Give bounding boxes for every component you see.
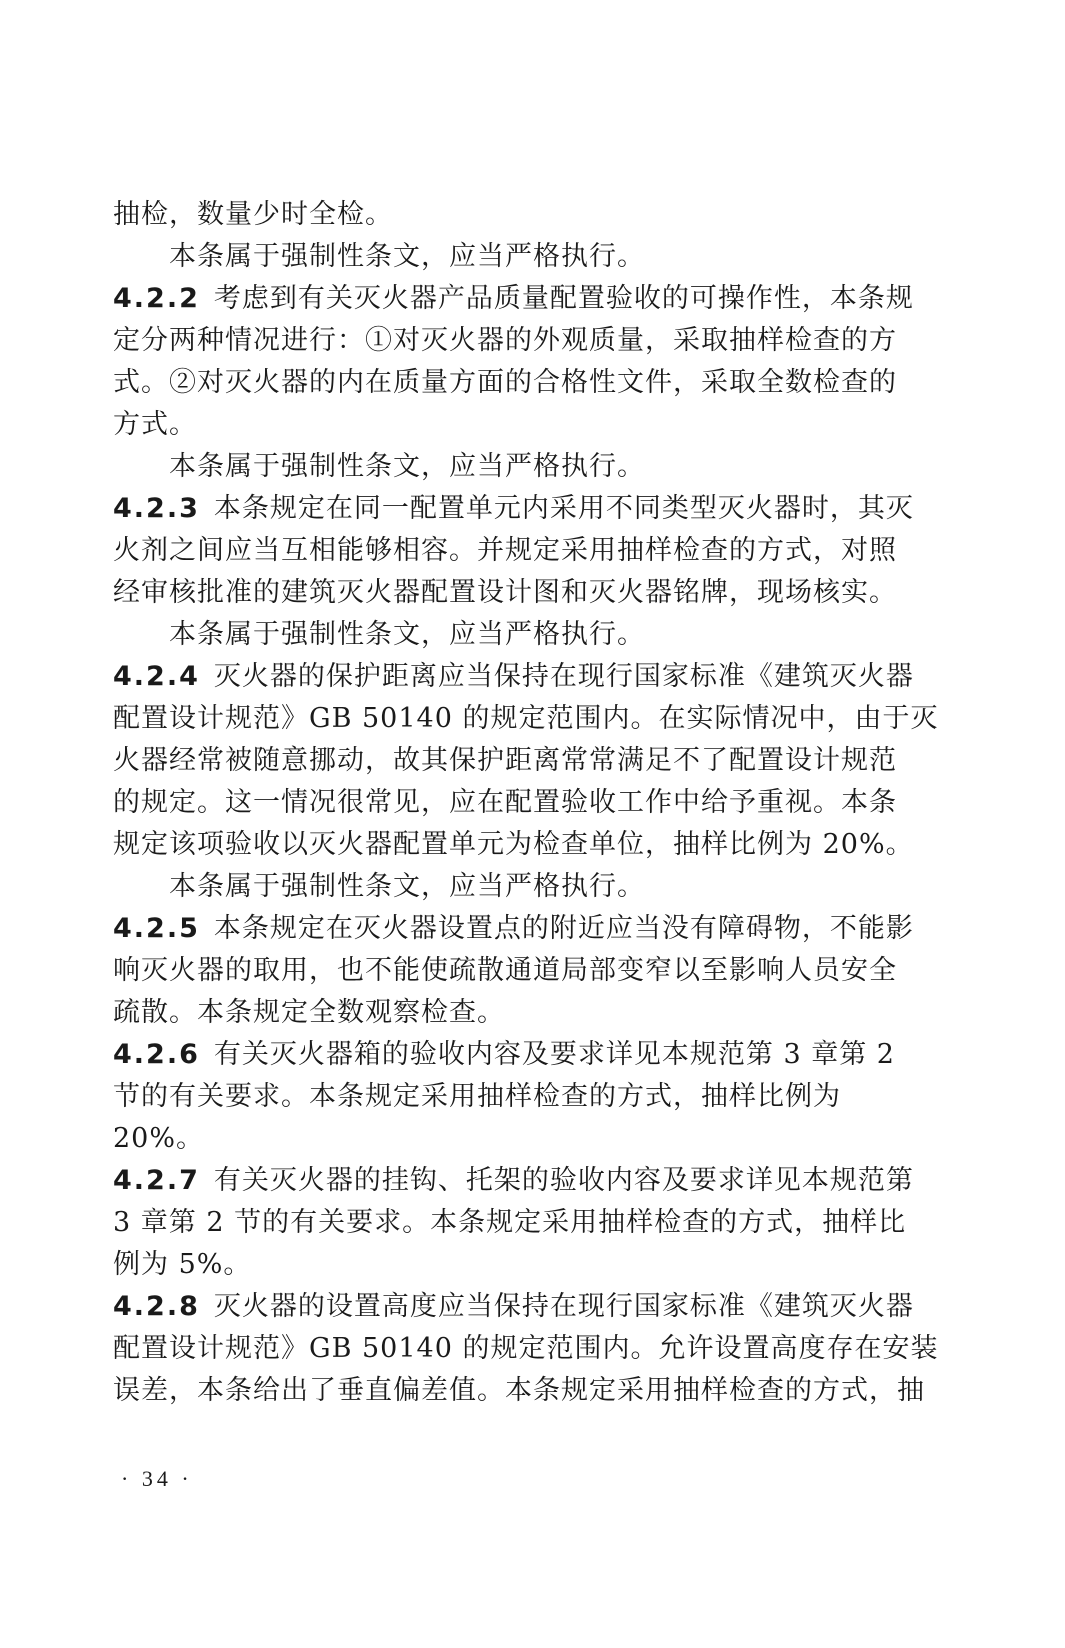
text-line	[113, 1370, 925, 1412]
line-text: 疏散。本条规定全数观察检查。	[113, 997, 505, 1028]
clause-4-2-4	[113, 656, 939, 866]
line-text: 火器经常被随意挪动，故其保护距离常常满足不了配置设计规范	[113, 745, 897, 776]
clause-4-2-6	[113, 1034, 925, 1160]
text-line	[113, 1286, 925, 1328]
line-text: 本条属于强制性条文，应当严格执行。	[169, 451, 645, 482]
line-text: 3 章第 2 节的有关要求。本条规定采用抽样检查的方式，抽样比	[113, 1207, 907, 1238]
line-text: 节的有关要求。本条规定采用抽样检查的方式，抽样比例为	[113, 1081, 841, 1112]
line-text: 有关灭火器箱的验收内容及要求详见本规范第 3 章第 2	[213, 1039, 895, 1070]
text-line	[113, 530, 925, 572]
line-text: 火剂之间应当互相能够相容。并规定采用抽样检查的方式，对照	[113, 535, 897, 566]
line-text: 配置设计规范》GB 50140 的规定范围内。允许设置高度存在安装	[113, 1333, 939, 1364]
paragraph	[113, 236, 925, 278]
text-line	[113, 1160, 925, 1202]
text-line	[113, 782, 925, 824]
text-line	[113, 404, 925, 446]
paragraph	[113, 866, 925, 908]
text-line	[113, 236, 925, 278]
text-line	[113, 278, 925, 320]
line-text: 规定该项验收以灭火器配置单元为检查单位，抽样比例为 20%。	[113, 829, 914, 860]
line-text: 本条规定在灭火器设置点的附近应当没有障碍物，不能影	[213, 913, 914, 944]
paragraph	[113, 446, 925, 488]
clause-4-2-5	[113, 908, 925, 1034]
clause-number: 4.2.4	[113, 661, 200, 692]
text-line	[113, 194, 925, 236]
line-text: 例为 5%。	[113, 1249, 252, 1280]
text-line	[113, 656, 925, 698]
line-text: 方式。	[113, 409, 197, 440]
line-text: 的规定。这一情况很常见，应在配置验收工作中给予重视。本条	[113, 787, 897, 818]
line-text: 本条属于强制性条文，应当严格执行。	[169, 619, 645, 650]
clause-number: 4.2.6	[113, 1039, 200, 1070]
text-line	[113, 698, 939, 740]
line-text: 误差，本条给出了垂直偏差值。本条规定采用抽样检查的方式，抽	[113, 1375, 925, 1406]
text-line	[113, 1202, 925, 1244]
line-text: 定分两种情况进行：①对灭火器的外观质量，采取抽样检查的方	[113, 325, 897, 356]
text-line	[113, 362, 925, 404]
line-text: 20%。	[113, 1123, 205, 1154]
line-text: 本条属于强制性条文，应当严格执行。	[169, 241, 645, 272]
line-text: 考虑到有关灭火器产品质量配置验收的可操作性，本条规	[213, 283, 914, 314]
line-text: 抽检，数量少时全检。	[113, 199, 393, 230]
clause-4-2-8	[113, 1286, 939, 1412]
text-line	[113, 488, 925, 530]
line-text: 本条属于强制性条文，应当严格执行。	[169, 871, 645, 902]
text-line	[113, 446, 925, 488]
text-line	[113, 1034, 925, 1076]
clause-number: 4.2.7	[113, 1165, 200, 1196]
text-line	[113, 1328, 939, 1370]
line-text: 式。②对灭火器的内在质量方面的合格性文件，采取全数检查的	[113, 367, 897, 398]
text-line	[113, 950, 925, 992]
line-text: 灭火器的保护距离应当保持在现行国家标准《建筑灭火器	[213, 661, 914, 692]
text-line	[113, 614, 925, 656]
line-text: 有关灭火器的挂钩、托架的验收内容及要求详见本规范第	[213, 1165, 914, 1196]
clause-number: 4.2.2	[113, 283, 200, 314]
paragraph	[113, 614, 925, 656]
text-line	[113, 1076, 925, 1118]
text-line	[113, 1244, 925, 1286]
line-text: 配置设计规范》GB 50140 的规定范围内。在实际情况中，由于灭	[113, 703, 939, 734]
text-line	[113, 572, 925, 614]
paragraph	[113, 194, 925, 236]
text-line	[113, 740, 925, 782]
text-line	[113, 320, 925, 362]
clause-4-2-2	[113, 278, 925, 446]
line-text: 响灭火器的取用，也不能使疏散通道局部变窄以至影响人员安全	[113, 955, 897, 986]
clause-number: 4.2.5	[113, 913, 200, 944]
body-text	[113, 194, 939, 1412]
line-text: 灭火器的设置高度应当保持在现行国家标准《建筑灭火器	[213, 1291, 914, 1322]
clause-number: 4.2.3	[113, 493, 200, 524]
line-text: 经审核批准的建筑灭火器配置设计图和灭火器铭牌，现场核实。	[113, 577, 897, 608]
clause-4-2-7	[113, 1160, 925, 1286]
text-line	[113, 1118, 925, 1160]
clause-4-2-3	[113, 488, 925, 614]
clause-number: 4.2.8	[113, 1291, 200, 1322]
line-text: 本条规定在同一配置单元内采用不同类型灭火器时，其灭	[213, 493, 914, 524]
text-line	[113, 992, 925, 1034]
text-line	[113, 908, 925, 950]
text-line	[113, 866, 925, 908]
text-line	[113, 824, 925, 866]
page-number: · 34 ·	[121, 1466, 193, 1491]
